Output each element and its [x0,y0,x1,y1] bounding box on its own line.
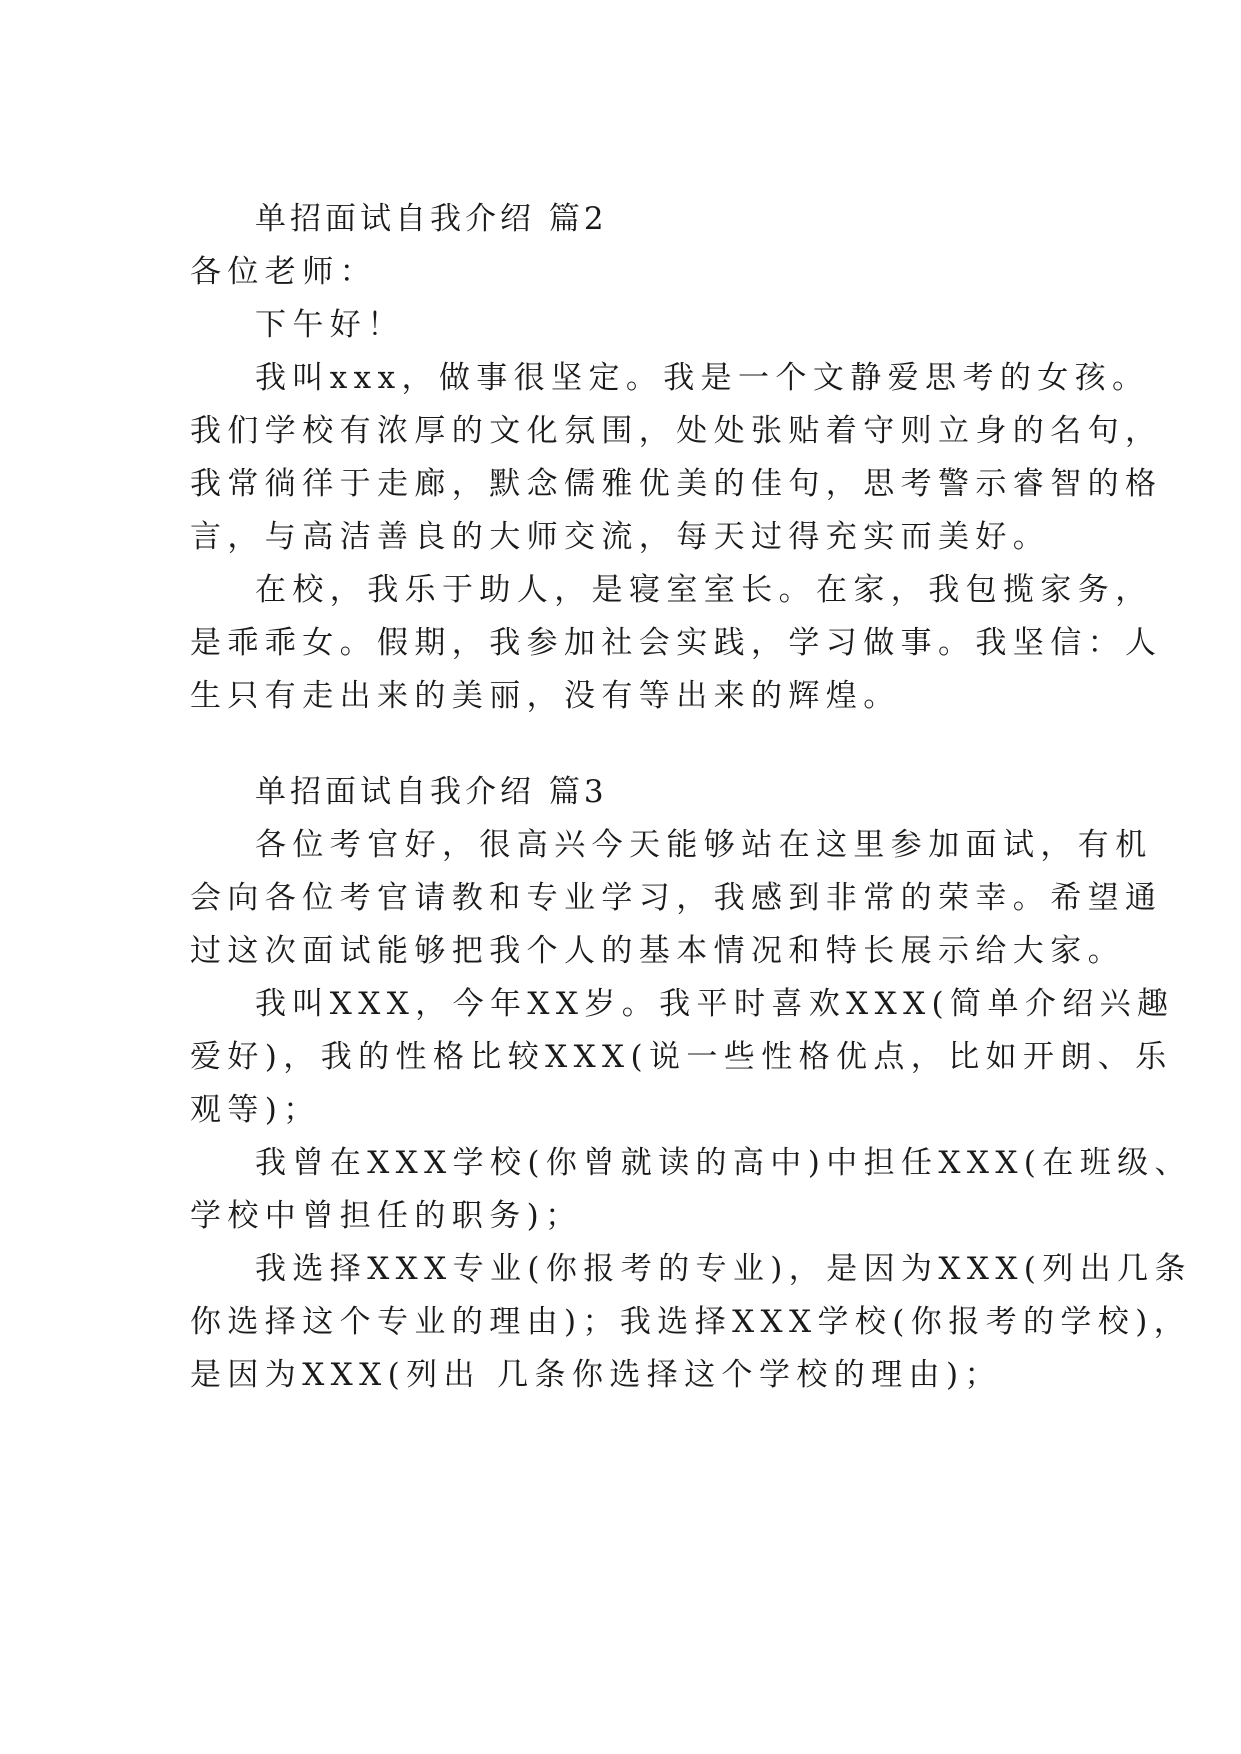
section-2-title: 单招面试自我介绍 篇2 [255,201,608,237]
section-2-p1-line-2: 我们学校有浓厚的文化氛围，处处张贴着守则立身的名句， [190,413,1163,449]
section-3-p4-line-1: 我选择XXX专业(你报考的专业)，是因为XXX(列出几条 [255,1251,1192,1287]
section-3-p2-line-1: 我叫XXX，今年XX岁。我平时喜欢XXX(简单介绍兴趣 [255,986,1175,1022]
section-3-p1-line-2: 会向各位考官请教和专业学习，我感到非常的荣幸。希望通 [190,880,1163,916]
section-3-p2-line-2: 爱好)，我的性格比较XXX(说一些性格优点，比如开朗、乐 [190,1039,1173,1075]
section-2-p1-line-4: 言，与高洁善良的大师交流，每天过得充实而美好。 [190,519,1051,555]
section-2-p1-line-1: 我叫xxx，做事很坚定。我是一个文静爱思考的女孩。 [255,360,1150,396]
section-3-p2-line-3: 观等)； [190,1092,321,1128]
section-2-p2-line-1: 在校，我乐于助人，是寝室室长。在家，我包揽家务， [255,572,1153,608]
section-2-p2-line-3: 生只有走出来的美丽，没有等出来的辉煌。 [190,678,901,714]
section-2-salutation: 下午好！ [255,307,405,343]
section-3-p3-line-2: 学校中曾担任的职务)； [190,1198,583,1234]
section-3-title: 单招面试自我介绍 篇3 [255,774,608,810]
section-3-p3-line-1: 我曾在XXX学校(你曾就读的高中)中担任XXX(在班级、 [255,1145,1192,1181]
section-3-p1-line-1: 各位考官好，很高兴今天能够站在这里参加面试，有机 [255,827,1153,863]
section-2-p1-line-3: 我常徜徉于走廊，默念儒雅优美的佳句，思考警示睿智的格 [190,466,1163,502]
section-3-p4-line-3: 是因为XXX(列出 几条你选择这个学校的理由)； [190,1357,1002,1393]
section-2-greeting: 各位老师： [190,254,377,290]
section-3-p4-line-2: 你选择这个专业的理由)；我选择XXX学校(你报考的学校)， [190,1304,1192,1340]
section-2-p2-line-2: 是乖乖女。假期，我参加社会实践，学习做事。我坚信：人 [190,625,1163,661]
section-3-p1-line-3: 过这次面试能够把我个人的基本情况和特长展示给大家。 [190,933,1125,969]
